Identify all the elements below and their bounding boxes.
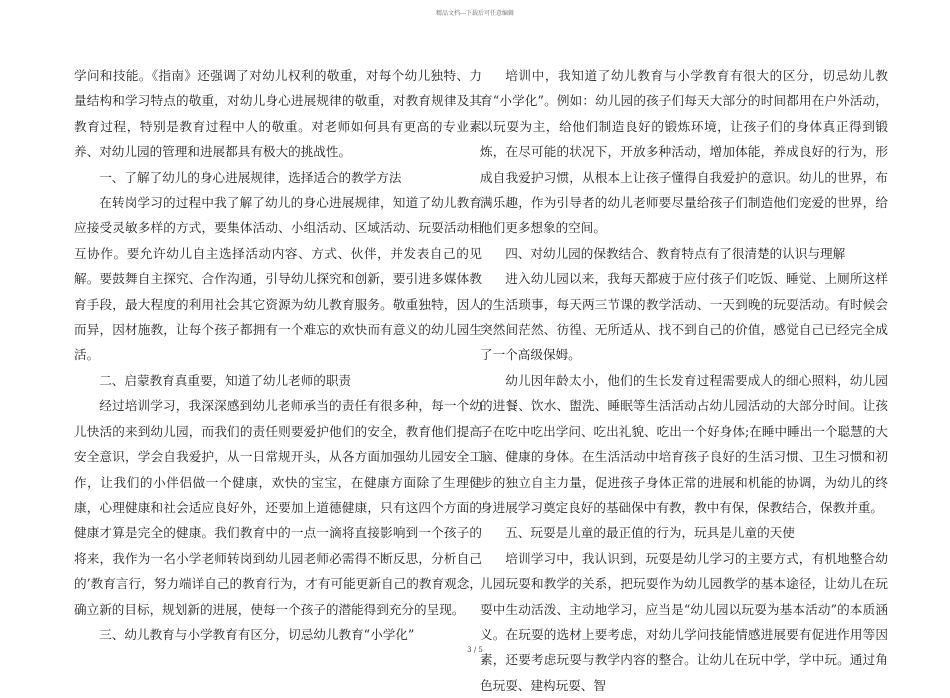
paragraph: 幼儿因年龄太小，他们的生长发育过程需要成人的细心照料，幼儿园的进餐、饮水、盥洗、睡眠等生活活动占幼儿园活动的大部分时间。让孩子在吃中吃出学问、吃出礼貌、吃出一个好身体;在睡中睡出一个聪慧的大脑、健康的身体。在生活活动中培育孩子良好的生活习惯、卫生习惯和初步的独立自主力量，促进孩子身体正常的进展和机能的协调，为幼儿的终身进展学习奠定良好的基础保中有教，教中有保，保教结合，保教并重。 [480,372,888,515]
paragraph: 经过培训学习，我深深感到幼儿老师承当的责任有很多种，每一个幼儿快活的来到幼儿园，而我们的责任则要爱护他们的安全，教育他们提高安全意识，学会自我爱护，从一日常规开头，从各方面加强幼儿园安全工作，让我们的小伴侣做一个健康，欢快的宝宝，在健康方面除了生理健康，心理健康和社会适应良好外，还要加上道德健康，只有这四个方面的健康才算是完全的健康。我们教育中的一点一滴将直接影响到一个孩子的将来，我作为一名小学老师转岗到幼儿园老师必需得不断反思，分析自己的’教育言行，努力端详自己的教育行为，才有可能更新自己的教育观念，确立新的目标，规划新的进展，使每一个孩子的潜能得到充分的呈现。 [74,398,482,617]
left-column [74,63,482,647]
right-column [480,63,888,698]
paragraph: 进入幼儿园以来，我每天都疲于应付孩子们吃饭、睡觉、上厕所这样的生活琐事，每天两三节课的教学活动、一天到晚的玩耍活动。有时候会突然间茫然、彷徨、无所适从、找不到自己的价值，感觉自己已经完全成了一个高级保姆。 [480,271,888,363]
section-heading-4: 四、对幼儿园的保教结合、教育特点有了很清楚的认识与理解 [505,245,846,261]
section-heading-1: 一、了解了幼儿的身心进展规律，选择适合的教学方法 [99,169,402,185]
paragraph: 学问和技能。《指南》还强调了对幼儿权利的敬重，对每个幼儿独特、力量结构和学习特点的敬重，对幼儿身心进展规律的敬重，对教育规律及其教育过程，特别是教育过程中人的敬重。对老师如何具有更高的专业素养、对幼儿园的管理和进展都具有极大的挑战性。 [74,68,482,160]
page-number: 3 / 5 [467,646,483,654]
section-heading-5: 五、玩耍是儿童的最正值的行为，玩具是儿童的天使 [505,525,795,541]
page-header: 精品文档---下载后可任意编辑 [435,10,515,17]
paragraph: 培训学习中，我认识到，玩耍是幼儿学习的主要方式，有机地整合幼儿园玩耍和教学的关系，把玩耍作为幼儿园教学的基本途径，让幼儿在玩耍中生动活泼、主动地学习，应当是“幼儿园以玩耍为基本活动”的本质涵义。在玩耍的选材上要考虑，对幼儿学问技能情感进展要有促进作用等因素，还要考虑玩耍与教学内容的整合。让幼儿在玩中学，学中玩。通过角色玩耍、建构玩耍、智 [480,550,888,693]
paragraph: 在转岗学习的过程中我了解了幼儿的身心进展规律，知道了幼儿教育应接受灵敏多样的方式，要集体活动、小组活动、区域活动、玩耍活动相互协作。要允许幼儿自主选择活动内容、方式、伙伴，并发表自己的见解。要鼓舞自主探究、合作沟通，引导幼儿探究和创新，要引进多媒体教育手段，最大程度的利用社会其它资源为幼儿教育服务。敬重独特，因人而异，因材施教，让每个孩子都拥有一个难忘的欢快而有意义的幼儿园生活。 [74,195,482,363]
section-heading-2: 二、启蒙教育真重要，知道了幼儿老师的职责 [99,372,352,388]
paragraph: 培训中，我知道了幼儿教育与小学教育有很大的区分，切忌幼儿教育“小学化”。例如：幼儿园的孩子们每天大部分的时间都用在户外活动，以玩耍为主，给他们制造良好的锻炼环境，让孩子们的身体真正得到锻炼，在尽可能的状况下，开放多种活动，增加体能，养成良好的行为，形成自我爱护习惯，从根本上让孩子懂得自我爱护的意识。幼儿的世界，布满乐趣，作为引导者的幼儿老师要尽量给孩子们制造他们宠爱的世界，给他们更多想象的空间。 [480,68,888,236]
section-heading-3: 三、幼儿教育与小学教育有区分，切忌幼儿教育“小学化” [99,626,415,642]
